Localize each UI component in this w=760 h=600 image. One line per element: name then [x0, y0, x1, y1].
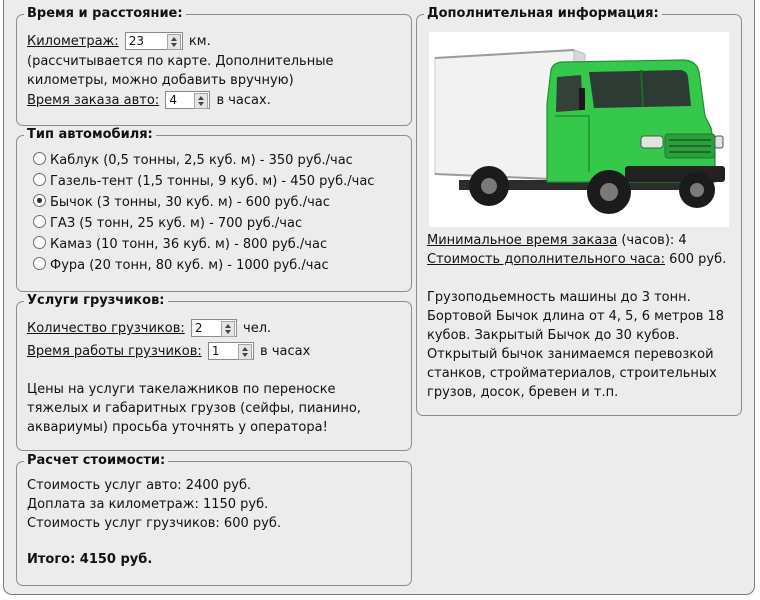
vehicle-option[interactable]	[33, 192, 405, 213]
movers-note-2: тяжелых и габаритных грузов (сейфы, пианино,	[27, 401, 361, 416]
cost-auto: Стоимость услуг авто: 2400 руб.	[27, 478, 252, 493]
vehicle-option[interactable]	[33, 255, 405, 276]
vehicle-option-label: Газель-тент (1,5 тонны, 9 куб. м) - 450 руб./час	[50, 174, 375, 189]
movers-hours-label: Время работы грузчиков:	[27, 344, 202, 359]
cost-total: Итого: 4150 руб.	[27, 552, 153, 567]
vehicle-option-label: ГАЗ (5 тонн, 25 куб. м) - 700 руб./час	[50, 216, 303, 231]
arrow-up-icon[interactable]	[171, 37, 177, 41]
movers-fieldset	[16, 293, 412, 451]
truck-image	[429, 32, 729, 227]
arrow-down-icon[interactable]	[242, 353, 248, 357]
distance-legend: Время и расстояние:	[24, 5, 186, 23]
cost-movers: Стоимость услуг грузчиков: 600 руб.	[27, 516, 281, 531]
km-value: 23	[128, 33, 145, 48]
radio-selected-icon[interactable]	[33, 194, 46, 207]
km-stepper-arrows[interactable]	[167, 34, 181, 50]
arrow-up-icon[interactable]	[198, 96, 204, 100]
desc-line: кубов. Закрытый Бычок до 30 кубов.	[427, 328, 680, 343]
vehicle-option-label: Камаз (10 тонн, 36 куб. м) - 800 руб./час	[50, 237, 328, 252]
movers-hours-value: 1	[211, 343, 220, 358]
radio-icon[interactable]	[33, 152, 46, 165]
movers-count-spinner[interactable]	[191, 319, 237, 337]
movers-note-1: Цены на услуги такелажников по переноске	[27, 382, 336, 397]
movers-note-3: аквариумы) просьба уточнять у оператора!	[27, 420, 328, 435]
order-time-value: 4	[169, 92, 177, 107]
movers-count-stepper-arrows[interactable]	[221, 321, 235, 337]
info-legend: Дополнительная информация:	[424, 5, 662, 23]
vehicle-option[interactable]	[33, 171, 405, 192]
vehicle-legend: Тип автомобиля:	[24, 126, 156, 144]
radio-icon[interactable]	[33, 236, 46, 249]
km-spinner[interactable]	[125, 32, 183, 50]
arrow-down-icon[interactable]	[225, 330, 231, 334]
extra-hour-value: 600 руб.	[669, 252, 727, 267]
movers-count-label: Количество грузчиков:	[27, 321, 185, 336]
order-time-label: Время заказа авто:	[27, 93, 160, 108]
desc-line: Грузоподьемность машины до 3 тонн.	[427, 290, 691, 305]
vehicle-option-label: Фура (20 тонн, 80 куб. м) - 1000 руб./час	[50, 258, 329, 273]
desc-line: Открытый бычок занимаемся перевозкой	[427, 347, 714, 362]
radio-icon[interactable]	[33, 173, 46, 186]
vehicle-option[interactable]	[33, 234, 405, 255]
arrow-up-icon[interactable]	[242, 347, 248, 351]
vehicle-options	[33, 150, 405, 276]
desc-line: Бортовой Бычок длина от 4, 5, 6 метров 18	[427, 309, 725, 324]
movers-count-value: 2	[194, 320, 203, 335]
min-time-label: Минимальное время заказа	[427, 233, 618, 248]
movers-hours-spinner[interactable]	[208, 342, 254, 360]
desc-line: грузов, досок, бревен и т.п.	[427, 385, 619, 400]
km-unit: км.	[188, 34, 211, 49]
vehicle-option-label: Каблук (0,5 тонны, 2,5 куб. м) - 350 руб./час	[50, 153, 353, 168]
vehicle-fieldset	[16, 127, 412, 292]
vehicle-option[interactable]	[33, 213, 405, 234]
info-fieldset	[416, 6, 742, 416]
radio-icon[interactable]	[33, 257, 46, 270]
km-label: Километраж:	[27, 34, 119, 49]
distance-fieldset	[16, 6, 412, 126]
extra-hour-label: Стоимость дополнительного часа:	[427, 252, 666, 267]
order-time-unit: в часах.	[216, 93, 271, 108]
km-note-1: (рассчитывается по карте. Дополнительные	[27, 54, 334, 69]
arrow-down-icon[interactable]	[171, 43, 177, 47]
order-time-stepper-arrows[interactable]	[194, 93, 208, 109]
cost-fieldset	[16, 453, 412, 586]
movers-legend: Услуги грузчиков:	[24, 292, 168, 310]
min-time-value: (часов): 4	[621, 233, 687, 248]
arrow-down-icon[interactable]	[198, 102, 204, 106]
vehicle-option[interactable]	[33, 150, 405, 171]
km-note-2: километры, можно добавить вручную)	[27, 73, 294, 88]
cost-km: Доплата за километраж: 1150 руб.	[27, 497, 269, 512]
vehicle-option-label: Бычок (3 тонны, 30 куб. м) - 600 руб./час	[50, 195, 330, 210]
arrow-up-icon[interactable]	[225, 324, 231, 328]
order-time-spinner[interactable]	[165, 91, 210, 109]
cost-legend: Расчет стоимости:	[24, 452, 168, 470]
radio-icon[interactable]	[33, 215, 46, 228]
desc-line: станков, стройматериалов, строительных	[427, 366, 717, 381]
movers-hours-unit: в часах	[260, 344, 311, 359]
movers-count-unit: чел.	[243, 321, 272, 336]
movers-hours-stepper-arrows[interactable]	[238, 344, 252, 360]
truck-icon	[429, 32, 729, 227]
